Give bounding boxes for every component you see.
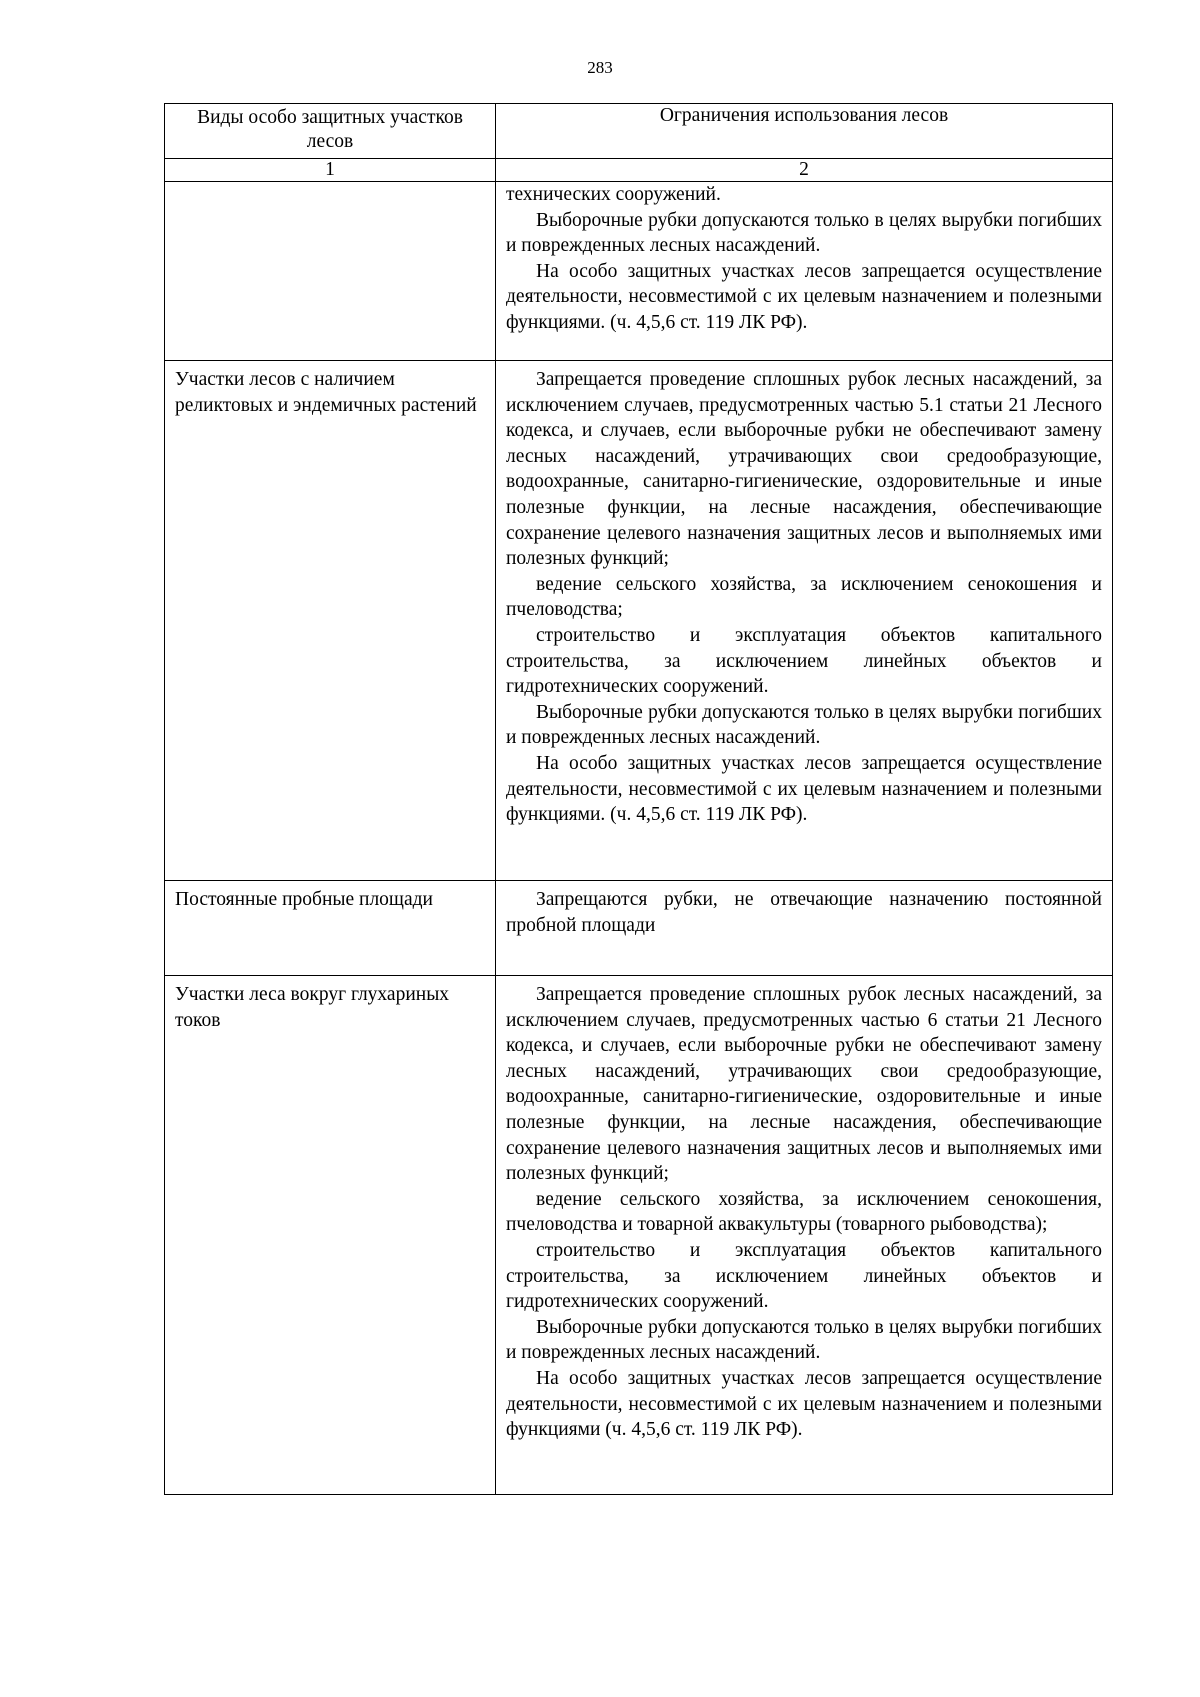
table-body	[165, 182, 1113, 1495]
table-row	[165, 361, 1113, 881]
restriction-paragraph: Выборочные рубки допускаются только в целях вырубки погибших и поврежденных лесных насаждений.	[506, 209, 1102, 257]
table-row	[165, 976, 1113, 1495]
restriction-paragraph: технических сооружений.	[506, 184, 721, 205]
plot-type-name: Участки леса вокруг глухариных токов	[175, 984, 450, 1031]
plot-type-name: Участки лесов с наличием реликтовых и эндемичных растений	[175, 369, 477, 416]
restriction-paragraph: На особо защитных участках лесов запрещается осуществление деятельности, несовместимой с их целевым назначением и полезными функциями. (ч. 4,5,6 ст. 119 ЛК РФ).	[506, 260, 1102, 333]
restriction-paragraph: Запрещаются рубки, не отвечающие назначению постоянной пробной площади	[506, 889, 1102, 936]
restrictions-cell	[496, 881, 1113, 976]
restriction-paragraph: Запрещается проведение сплошных рубок лесных насаждений, за исключением случаев, предусмотренных частью 5.1 статьи 21 Лесного кодекса, и случаев, если выборочные рубки не обеспечивают замену лесных насаждений, утрачивающих свои средообразующие, водоохранные, санитарно-гигиенические, оздоровительные и иные полезные функции, на лесные насаждения, обеспечивающие сохранение целевого назначения защитных лесов и выполняемых ими полезных функций;	[506, 369, 1102, 570]
plot-type-cell	[165, 881, 496, 976]
table-row	[165, 881, 1113, 976]
page-number: 283	[587, 58, 613, 77]
restrictions-cell	[496, 361, 1113, 881]
restriction-paragraph: ведение сельского хозяйства, за исключением сенокошения, пчеловодства и товарной аквакультуры (товарного рыбоводства);	[506, 1188, 1102, 1236]
restriction-paragraph: строительство и эксплуатация объектов капитального строительства, за исключением линейных объектов и гидротехнических сооружений.	[506, 1239, 1102, 1313]
plot-type-cell	[165, 361, 496, 881]
restriction-paragraph: Запрещается проведение сплошных рубок лесных насаждений, за исключением случаев, предусмотренных частью 6 статьи 21 Лесного кодекса, и случаев, если выборочные рубки не обеспечивают замену лесных насаждений, утрачивающих свои средообразующие, водоохранные, санитарно-гигиенические, оздоровительные и иные полезные функции, на лесные насаждения, обеспечивающие сохранение целевого назначения защитных лесов и выполняемых ими полезных функций;	[506, 984, 1102, 1185]
restriction-paragraph: На особо защитных участках лесов запрещается осуществление деятельности, несовместимой с их целевым назначением и полезными функциями. (ч. 4,5,6 ст. 119 ЛК РФ).	[506, 752, 1102, 826]
column-number-1: 1	[165, 159, 496, 182]
restrictions-cell	[496, 182, 1113, 361]
restriction-paragraph: ведение сельского хозяйства, за исключением сенокошения и пчеловодства;	[506, 573, 1102, 621]
plot-type-name: Постоянные пробные площади	[175, 889, 433, 910]
restriction-paragraph: Выборочные рубки допускаются только в целях вырубки погибших и поврежденных лесных насаждений.	[506, 701, 1102, 749]
column-number-row	[165, 159, 1113, 182]
restriction-paragraph: строительство и эксплуатация объектов капитального строительства, за исключением линейных объектов и гидротехнических сооружений.	[506, 624, 1102, 698]
header-forest-plot-types: Виды особо защитных участков лесов	[165, 104, 496, 159]
restrictions-cell	[496, 976, 1113, 1495]
restriction-paragraph: На особо защитных участках лесов запрещается осуществление деятельности, несовместимой с их целевым назначением и полезными функциями (ч. 4,5,6 ст. 119 ЛК РФ).	[506, 1367, 1102, 1441]
header-forest-use-restrictions: Ограничения использования лесов	[496, 104, 1113, 159]
table-row	[165, 182, 1113, 361]
plot-type-cell	[165, 976, 496, 1495]
restriction-paragraph: Выборочные рубки допускаются только в целях вырубки погибших и поврежденных лесных насаждений.	[506, 1316, 1102, 1364]
plot-type-cell	[165, 182, 496, 361]
table-header-row	[165, 104, 1113, 159]
restrictions-table	[164, 103, 1113, 1495]
column-number-2: 2	[496, 159, 1113, 182]
